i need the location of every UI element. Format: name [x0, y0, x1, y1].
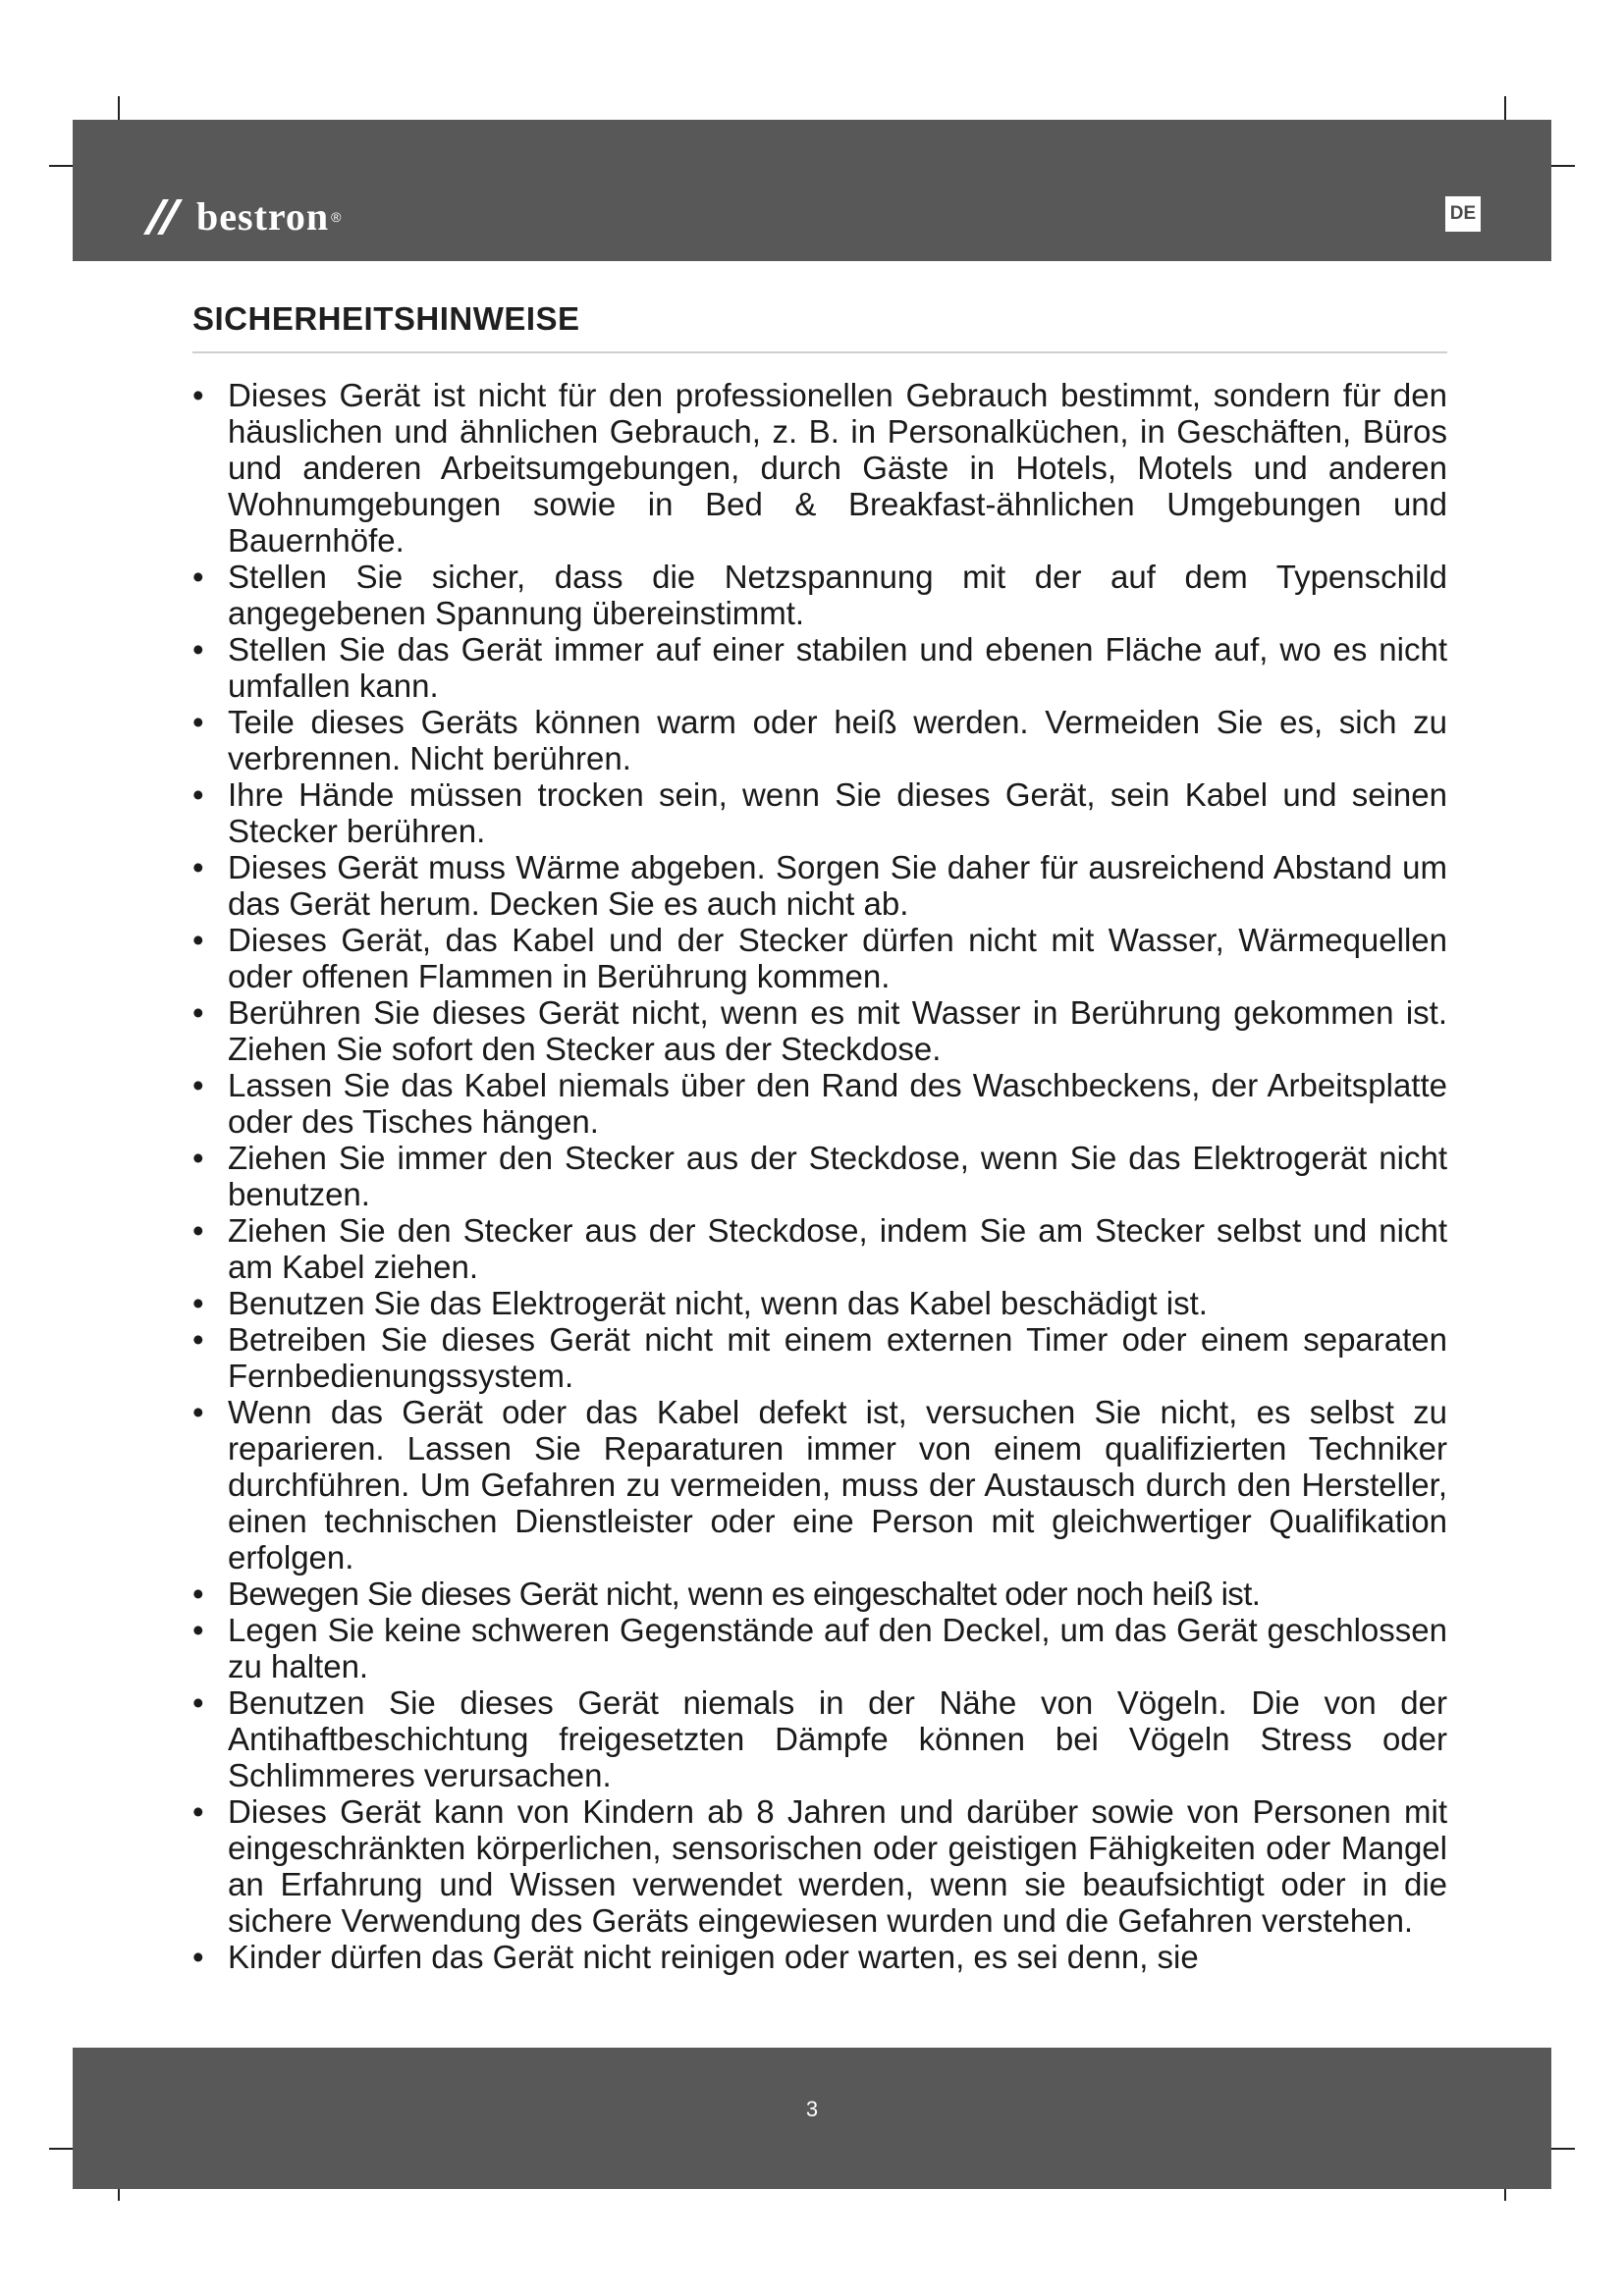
- safety-instructions-list: [192, 377, 1447, 1975]
- list-item: • Bewegen Sie dieses Gerät nicht, wenn es eingeschaltet oder noch heiß ist.: [192, 1575, 1447, 1612]
- brand-name: bestron: [196, 194, 330, 239]
- list-item: • Legen Sie keine schweren Gegenstände auf den Deckel, um das Gerät geschlossen zu halten.: [192, 1612, 1447, 1684]
- title-divider: [192, 351, 1447, 353]
- list-item: • Dieses Gerät, das Kabel und der Stecker dürfen nicht mit Wasser, Wärmequellen oder offenen Flammen in Berührung kommen.: [192, 922, 1447, 994]
- section-title: SICHERHEITSHINWEISE: [192, 300, 580, 337]
- list-item: • Dieses Gerät muss Wärme abgeben. Sorgen Sie daher für ausreichend Abstand um das Gerät herum. Decken Sie es auch nicht ab.: [192, 849, 1447, 922]
- list-item: • Dieses Gerät kann von Kindern ab 8 Jahren und darüber sowie von Personen mit eingeschränkten körperlichen, sensorischen oder geistigen Fähigkeiten oder Mangel an Erfahrung und Wissen verwendet werden, wenn sie beaufsichtigt oder in die sichere Verwendung des Geräts eingewiesen wurden und die Gefahren verstehen.: [192, 1793, 1447, 1939]
- list-item: • Benutzen Sie das Elektrogerät nicht, wenn das Kabel beschädigt ist.: [192, 1285, 1447, 1321]
- list-item: • Betreiben Sie dieses Gerät nicht mit einem externen Timer oder einem separaten Fernbedienungssystem.: [192, 1321, 1447, 1394]
- list-item: • Berühren Sie dieses Gerät nicht, wenn es mit Wasser in Berührung gekommen ist. Ziehen Sie sofort den Stecker aus der Steckdose.: [192, 994, 1447, 1067]
- page-number: 3: [805, 2097, 819, 2121]
- footer-band: [73, 2048, 1551, 2189]
- registered-mark: ®: [331, 209, 342, 225]
- list-item: • Benutzen Sie dieses Gerät niemals in der Nähe von Vögeln. Die von der Antihaftbeschichtung freigesetzten Dämpfe können bei Vögeln Stress oder Schlimmeres verursachen.: [192, 1684, 1447, 1793]
- list-item: • Wenn das Gerät oder das Kabel defekt ist, versuchen Sie nicht, es selbst zu reparieren. Lassen Sie Reparaturen immer von einem qualifizierten Techniker durchführen. Um Gefahren zu vermeiden, muss der Austausch durch den Hersteller, einen technischen Dienstleister oder eine Person mit gleichwertiger Qualifikation erfolgen.: [192, 1394, 1447, 1575]
- list-item: • Ziehen Sie den Stecker aus der Steckdose, indem Sie am Stecker selbst und nicht am Kabel ziehen.: [192, 1212, 1447, 1285]
- list-item: • Stellen Sie sicher, dass die Netzspannung mit der auf dem Typenschild angegebenen Spannung übereinstimmt.: [192, 559, 1447, 631]
- list-item: • Kinder dürfen das Gerät nicht reinigen oder warten, es sei denn, sie: [192, 1939, 1447, 1975]
- list-item: • Dieses Gerät ist nicht für den professionellen Gebrauch bestimmt, sondern für den häuslichen und ähnlichen Gebrauch, z. B. in Personalküchen, in Geschäften, Büros und anderen Arbeitsumgebungen, durch Gäste in Hotels, Motels und anderen Wohnumgebungen sowie in Bed & Breakfast-ähnlichen Umgebungen und Bauernhöfe.: [192, 377, 1447, 559]
- header-band: [73, 120, 1551, 261]
- list-item: • Ihre Hände müssen trocken sein, wenn Sie dieses Gerät, sein Kabel und seinen Stecker berühren.: [192, 776, 1447, 849]
- list-item: • Teile dieses Geräts können warm oder heiß werden. Vermeiden Sie es, sich zu verbrennen. Nicht berühren.: [192, 704, 1447, 776]
- list-item: • Ziehen Sie immer den Stecker aus der Steckdose, wenn Sie das Elektrogerät nicht benutzen.: [192, 1140, 1447, 1212]
- language-badge: DE: [1445, 196, 1481, 232]
- brand-logo: [141, 192, 342, 241]
- chevrons-icon: [141, 195, 187, 239]
- list-item: • Stellen Sie das Gerät immer auf einer stabilen und ebenen Fläche auf, wo es nicht umfallen kann.: [192, 631, 1447, 704]
- list-item: • Lassen Sie das Kabel niemals über den Rand des Waschbeckens, der Arbeitsplatte oder des Tisches hängen.: [192, 1067, 1447, 1140]
